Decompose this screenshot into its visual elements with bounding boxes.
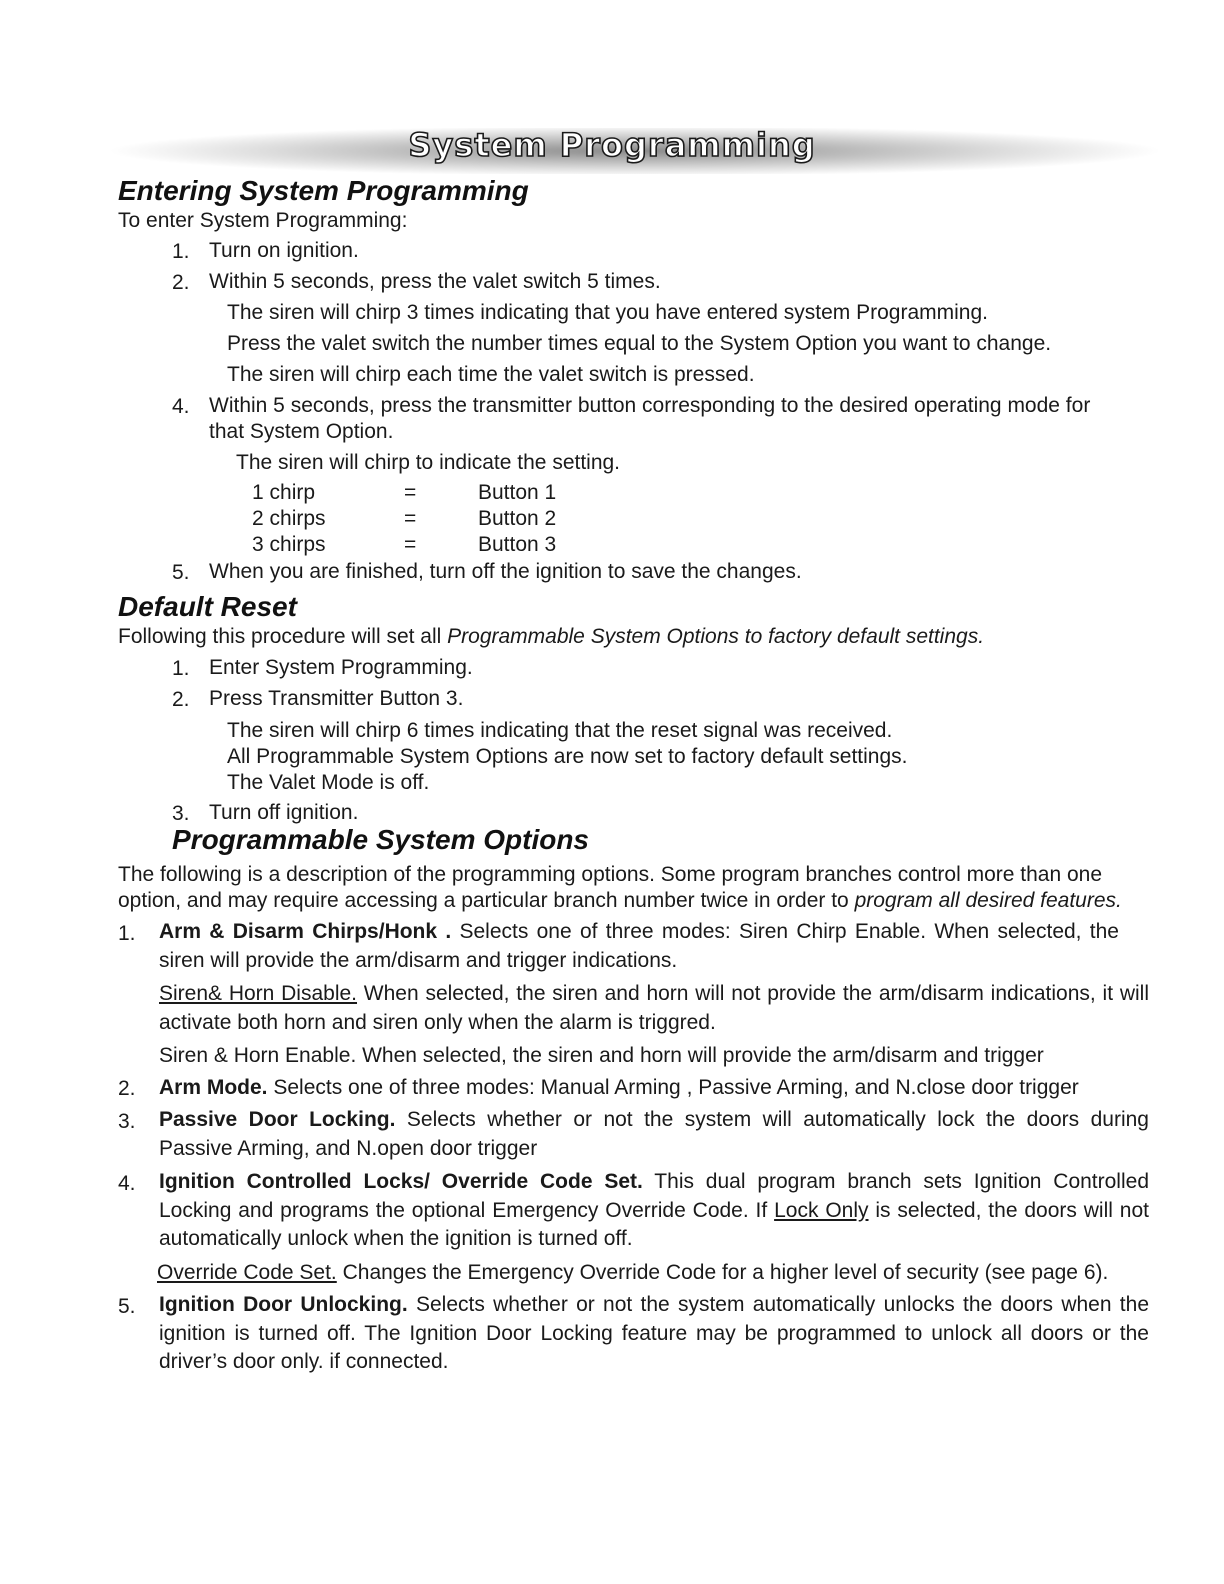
- equals-sign: =: [404, 507, 417, 530]
- option-number: 1.: [118, 922, 136, 945]
- step-number: 2.: [172, 271, 190, 294]
- options-intro: The following is a description of the programming options. Some program branches control more than one: [118, 863, 1103, 886]
- option-number: 4.: [118, 1172, 136, 1195]
- options-heading: Programmable System Options: [172, 824, 590, 855]
- step-text: Turn on ignition.: [209, 239, 359, 262]
- step-number: 2.: [172, 688, 190, 711]
- step-number: 1.: [172, 240, 190, 263]
- option-text: Selects whether or not the system automatically unlocks the doors when the ignition is turned off. The Ignition Door Locking feature may be programmed to unlock all doors or the driver’s door only. if connected.: [159, 1293, 1149, 1373]
- step-number: 4.: [172, 395, 190, 418]
- option-item: [159, 1168, 1149, 1254]
- option-subtext: When selected, the siren and horn will not provide the arm/disarm indications, it will activate both horn and siren only when the alarm is triggred.: [159, 982, 1149, 1034]
- reset-heading: Default Reset: [118, 591, 297, 622]
- entering-heading: Entering System Programming: [118, 175, 529, 206]
- option-number: 5.: [118, 1295, 136, 1318]
- option-title: Arm Mode.: [159, 1076, 268, 1099]
- step-note: All Programmable System Options are now set to factory default settings.: [227, 745, 908, 768]
- option-item: [159, 1106, 1149, 1163]
- option-subitem: Siren & Horn Enable. When selected, the siren and horn will provide the arm/disarm and trigger: [159, 1044, 1044, 1067]
- step-number: 3.: [172, 802, 190, 825]
- option-title: Ignition Controlled Locks/ Override Code Set.: [159, 1170, 643, 1193]
- entering-intro: To enter System Programming:: [118, 209, 408, 232]
- step-text: Enter System Programming.: [209, 656, 473, 679]
- chirp-count: 3 chirps: [252, 533, 326, 556]
- option-number: 3.: [118, 1110, 136, 1133]
- button-label: Button 3: [478, 533, 557, 556]
- option-text: is selected, the doors will not automatically unlock when the ignition is turned off.: [159, 1198, 1149, 1250]
- equals-sign: =: [404, 481, 417, 504]
- equals-sign: =: [404, 533, 417, 556]
- step-text-continued: that System Option.: [209, 420, 394, 443]
- step-number: 5.: [172, 561, 190, 584]
- option-text: This dual program branch sets Ignition Controlled Locking and programs the optional Emergency Override Code. If: [159, 1170, 1149, 1222]
- button-label: Button 1: [478, 481, 557, 504]
- step-text: Turn off ignition.: [209, 801, 359, 824]
- step-note: The siren will chirp 6 times indicating that the reset signal was received.: [227, 719, 893, 742]
- option-subitem: [157, 1260, 1108, 1286]
- reset-intro-italic: Programmable System Options to factory default settings.: [447, 625, 985, 648]
- step-text: Within 5 seconds, press the valet switch 5 times.: [209, 270, 661, 293]
- option-subtext: Changes the Emergency Override Code for a higher level of security (see page 6).: [336, 1261, 1109, 1284]
- option-item: [159, 918, 1119, 975]
- chirp-count: 2 chirps: [252, 507, 326, 530]
- reset-intro-lead: Following this procedure will set all: [118, 625, 448, 648]
- reset-intro: [118, 624, 984, 650]
- step-note: The siren will chirp each time the valet switch is pressed.: [227, 363, 755, 386]
- step-note: Press the valet switch the number times equal to the System Option you want to change.: [227, 332, 1052, 355]
- step-number: 1.: [172, 657, 190, 680]
- options-intro-lead: option, and may require accessing a particular branch number twice in order to: [118, 889, 855, 912]
- step-text: Within 5 seconds, press the transmitter button corresponding to the desired operating mode for: [209, 394, 1091, 417]
- step-note: The Valet Mode is off.: [227, 771, 430, 794]
- option-sublabel: Siren& Horn Disable.: [159, 982, 358, 1005]
- step-text: Press Transmitter Button 3.: [209, 687, 464, 710]
- option-subitem: [159, 980, 1149, 1037]
- lock-only-term: Lock Only: [774, 1198, 869, 1222]
- option-text: Selects one of three modes: Manual Arming , Passive Arming, and N.close door trigger: [267, 1076, 1079, 1099]
- option-title: Passive Door Locking.: [159, 1108, 396, 1131]
- option-sublabel: Override Code Set.: [157, 1261, 337, 1284]
- option-number: 2.: [118, 1077, 136, 1100]
- option-item: [159, 1291, 1149, 1377]
- option-text: Selects whether or not the system will automatically lock the doors during Passive Arming, and N.open door trigger: [159, 1108, 1149, 1160]
- option-title: Arm & Disarm Chirps/Honk .: [159, 920, 452, 943]
- step-note: The siren will chirp 3 times indicating that you have entered system Programming.: [227, 301, 989, 324]
- page-title: System Programming: [408, 126, 816, 164]
- options-intro-continued: [118, 888, 1122, 914]
- option-item: [159, 1075, 1079, 1101]
- step-note: The siren will chirp to indicate the setting.: [236, 451, 621, 474]
- step-text: When you are finished, turn off the ignition to save the changes.: [209, 560, 802, 583]
- option-title: Ignition Door Unlocking.: [159, 1293, 408, 1316]
- button-label: Button 2: [478, 507, 557, 530]
- options-intro-italic: program all desired features.: [854, 889, 1122, 912]
- option-text: Selects one of three modes: Siren Chirp Enable. When selected, the siren will provide the arm/disarm and trigger indications.: [159, 920, 1119, 972]
- chirp-count: 1 chirp: [252, 481, 316, 504]
